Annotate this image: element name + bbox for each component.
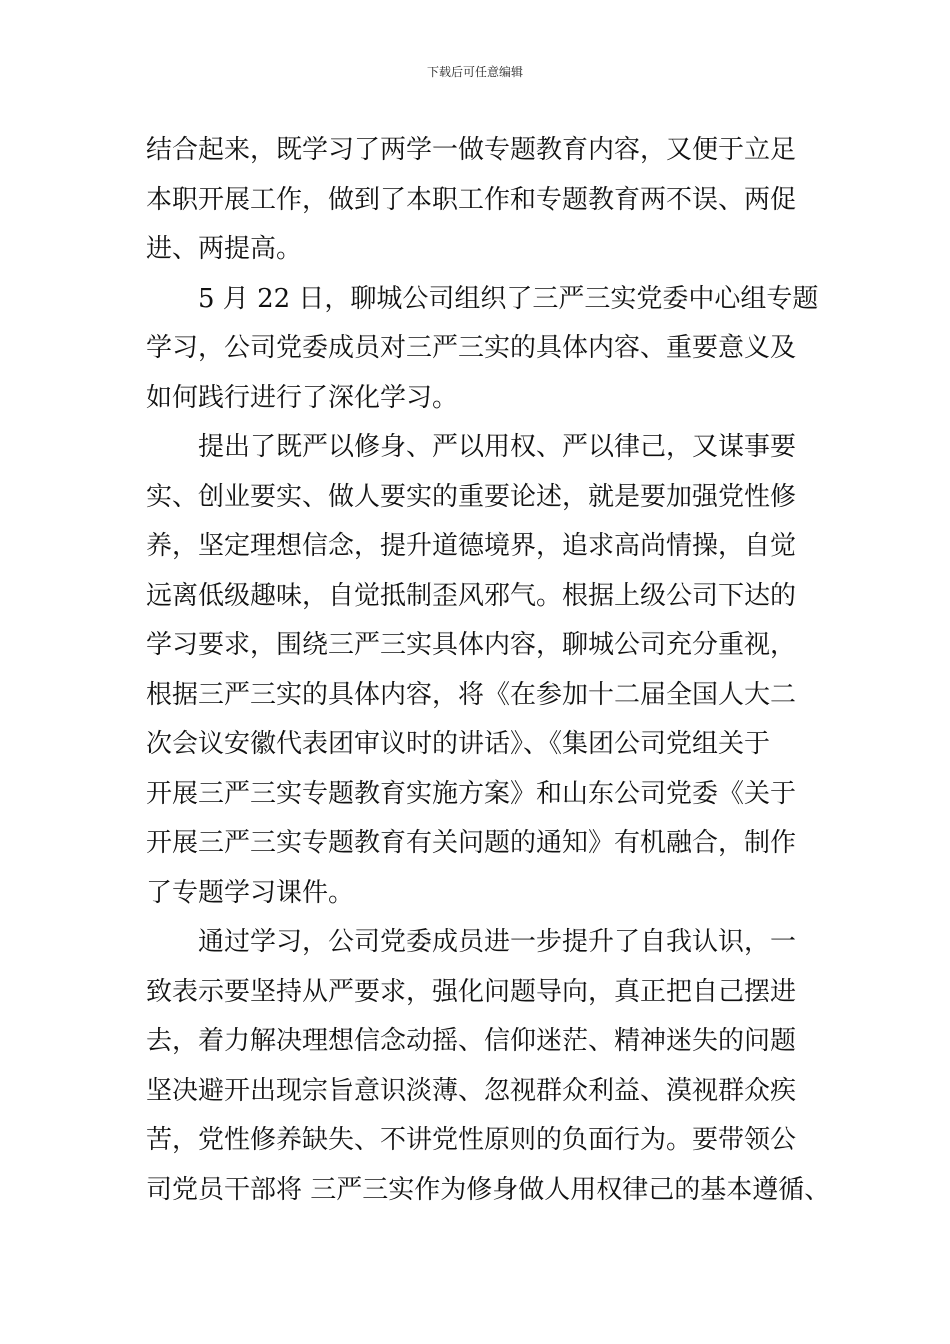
text-line: 养，坚定理想信念，提升道德境界，追求高尚情操，自觉 — [146, 531, 797, 561]
text-line: 如何践行进行了深化学习。 — [146, 382, 459, 413]
document-body — [146, 126, 836, 1215]
page-header: 下载后可任意编辑 — [426, 65, 523, 79]
text-line: 实、创业要实、做人要实的重要论述，就是要加强党性修 — [146, 481, 797, 512]
text-line: 进、两提高。 — [146, 234, 303, 264]
text-line: 本职开展工作，做到了本职工作和专题教育两不误、两促 — [146, 184, 797, 215]
text-line: 次会议安徽代表团审议时的讲话》、《集团公司党组关于 — [146, 729, 771, 759]
text-line: 学习要求，围绕三严三实具体内容，聊城公司充分重视， — [146, 630, 797, 660]
text-line: 司党员干部将 三严三实作为修身做人用权律己的基本遵循、 — [146, 1174, 831, 1205]
paragraph-first-line: 提出了既严以修身、严以用权、严以律己，又谋事要 — [198, 432, 797, 462]
text-line: 苦，党性修养缺失、不讲党性原则的负面行为。要带领公 — [146, 1125, 797, 1155]
text-line: 去，着力解决理想信念动摇、信仰迷茫、精神迷失的问题 — [146, 1026, 797, 1056]
text-line: 根据三严三实的具体内容，将《在参加十二届全国人大二 — [146, 679, 797, 710]
paragraph-first-line: 5 月 22 日，聊城公司组织了三严三实党委中心组专题 — [198, 283, 819, 314]
text-line: 开展三严三实专题教育实施方案》和山东公司党委《关于 — [146, 778, 797, 809]
text-line: 坚决避开出现宗旨意识淡薄、忽视群众利益、漠视群众疾 — [146, 1075, 797, 1106]
text-line: 了专题学习课件。 — [146, 877, 355, 908]
paragraph-first-line: 通过学习，公司党委成员进一步提升了自我认识，一 — [198, 927, 797, 957]
text-line: 开展三严三实专题教育有关问题的通知》有机融合，制作 — [146, 828, 797, 858]
text-line: 远离低级趣味，自觉抵制歪风邪气。根据上级公司下达的 — [146, 580, 797, 611]
text-line: 学习，公司党委成员对三严三实的具体内容、重要意义及 — [146, 333, 797, 363]
text-line: 结合起来，既学习了两学一做专题教育内容，又便于立足 — [146, 135, 797, 165]
text-line: 致表示要坚持从严要求，强化问题导向，真正把自己摆进 — [146, 976, 797, 1007]
